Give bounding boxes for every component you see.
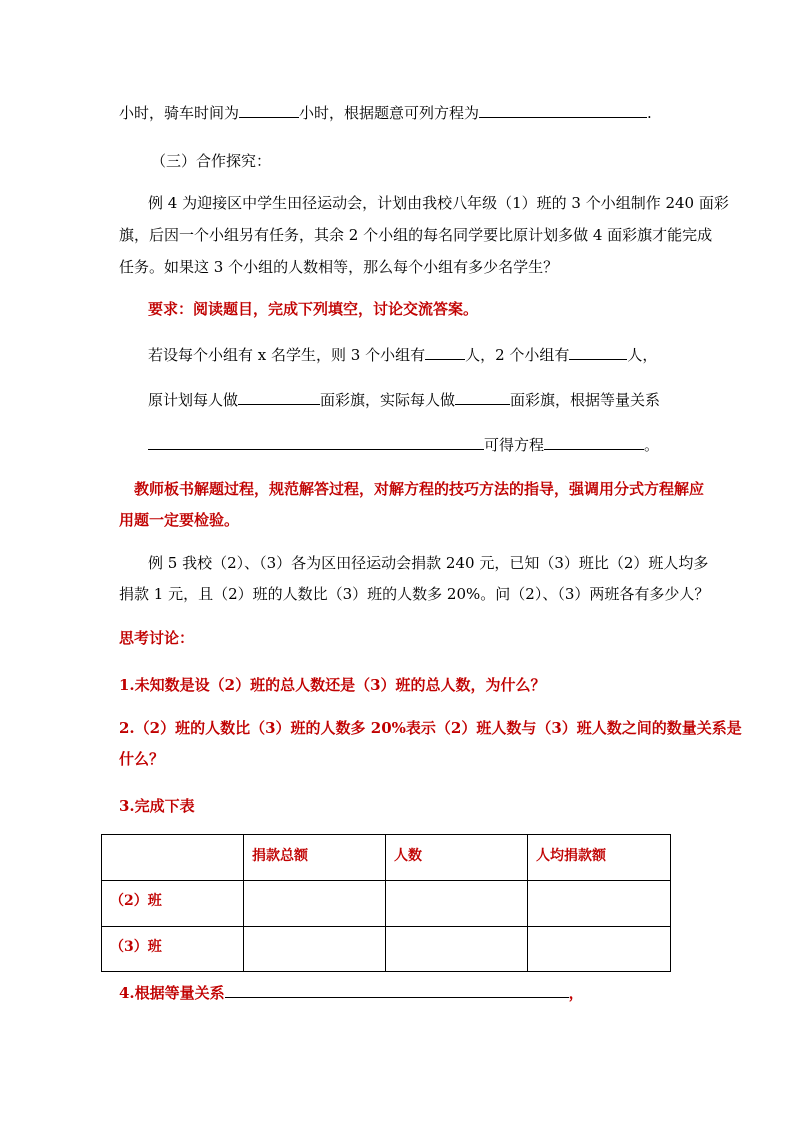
- fill-2-text-c: 面彩旗，根据等量关系: [510, 391, 661, 409]
- blank-equation-2[interactable]: [544, 434, 644, 450]
- table-cell: （3）班: [102, 926, 244, 971]
- question-1: 1.未知数是设（2）班的总人数还是（3）班的总人数，为什么？: [119, 676, 546, 694]
- table-header-cell: 人均捐款额: [528, 835, 671, 881]
- question-4-text-a: 4.根据等量关系: [119, 984, 225, 1002]
- fill-2-text-b: 面彩旗，实际每人做: [320, 391, 456, 409]
- table-header-cell: 捐款总额: [244, 835, 386, 881]
- fill-1-text-b: 人，2 个小组有: [465, 346, 570, 364]
- question-4: [119, 982, 584, 1003]
- example-4-line-1: 例 4 为迎接区中学生田径运动会，计划由我校八年级（1）班的 3 个小组制作 240 面彩: [148, 194, 729, 212]
- requirement-text: 要求：阅读题目，完成下列填空，讨论交流答案。: [148, 300, 479, 318]
- donation-table: [101, 834, 671, 972]
- table-cell[interactable]: [386, 926, 528, 971]
- discussion-title: 思考讨论：: [119, 629, 195, 647]
- table-header-row: [102, 835, 671, 881]
- table-cell[interactable]: [386, 881, 528, 926]
- blank-two-groups[interactable]: [569, 344, 627, 360]
- fill-1-text-a: 若设每个小组有 x 名学生，则 3 个小组有: [148, 346, 426, 364]
- blank-equation[interactable]: [479, 102, 647, 118]
- question-2-line-1: 2.（2）班的人数比（3）班的人数多 20%表示（2）班人数与（3）班人数之间的数量关系是: [119, 719, 742, 737]
- question-4-text-c: ，: [568, 984, 584, 1002]
- teacher-note-line-1: 教师板书解题过程，规范解答过程，对解方程的技巧方法的指导，强调用分式方程解应: [134, 480, 705, 498]
- table-header-cell: [102, 835, 244, 881]
- line-1-text-b: 小时，根据题意可列方程为: [299, 104, 480, 122]
- blank-q4-relation[interactable]: [225, 982, 569, 998]
- teacher-note-line-2: 用题一定要检验。: [119, 511, 240, 529]
- table-cell[interactable]: [528, 881, 671, 926]
- example-4-line-2: 旗，后因一个小组另有任务，其余 2 个小组的每名同学要比原计划多做 4 面彩旗才能完成: [119, 226, 713, 244]
- fill-3-text-b: 可得方程: [484, 436, 545, 454]
- example-5-line-2: 捐款 1 元，且（2）班的人数比（3）班的人数多 20%。问（2）、（3）两班各有多少人？: [119, 585, 710, 603]
- example-4-line-3: 任务。如果这 3 个小组的人数相等，那么每个小组有多少名学生？: [119, 258, 559, 276]
- example-5-line-1: 例 5 我校（2）、（3）各为区田径运动会捐款 240 元，已知（3）班比（2）班人均多: [148, 554, 709, 572]
- fill-line-3: [148, 434, 659, 455]
- question-3: 3.完成下表: [119, 797, 195, 815]
- line-1-text-a: 小时，骑车时间为: [119, 104, 240, 122]
- line-1-text-c: .: [647, 104, 652, 122]
- blank-ride-time[interactable]: [239, 102, 299, 118]
- blank-three-groups[interactable]: [425, 344, 465, 360]
- blank-actual-flags[interactable]: [455, 389, 510, 405]
- fill-3-text-c: 。: [644, 436, 660, 454]
- table-header-cell: 人数: [386, 835, 528, 881]
- table-cell[interactable]: [244, 926, 386, 971]
- fill-line-1: [148, 344, 657, 365]
- table-cell[interactable]: [244, 881, 386, 926]
- fill-line-2: [148, 389, 660, 410]
- table-row: [102, 881, 671, 926]
- table-cell: （2）班: [102, 881, 244, 926]
- fill-1-text-c: 人，: [627, 346, 658, 364]
- table-row: [102, 926, 671, 971]
- line-1: [119, 102, 652, 123]
- fill-2-text-a: 原计划每人做: [148, 391, 239, 409]
- table-cell[interactable]: [528, 926, 671, 971]
- section-3-heading: （三）合作探究：: [151, 152, 272, 170]
- blank-planned-flags[interactable]: [238, 389, 320, 405]
- blank-equal-relation[interactable]: [148, 434, 484, 450]
- question-2-line-2: 什么？: [119, 750, 165, 768]
